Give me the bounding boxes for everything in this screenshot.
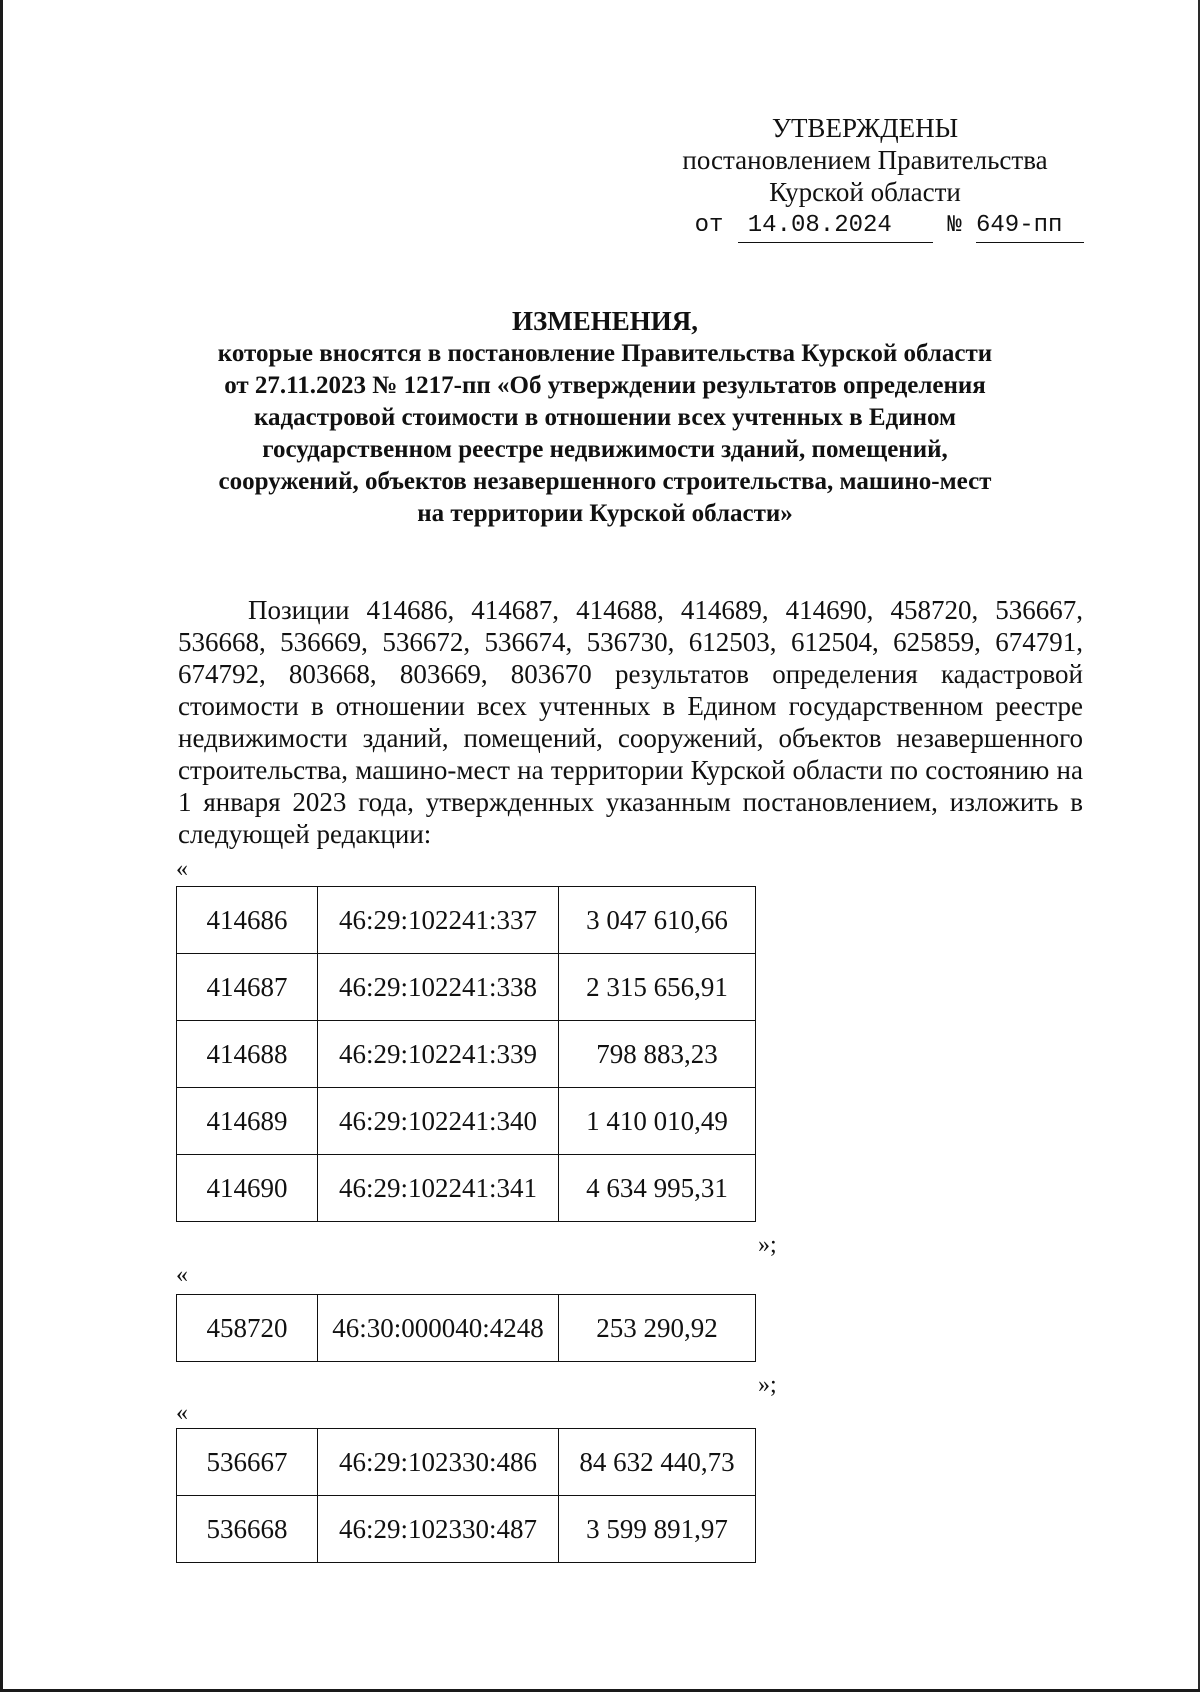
cadastral-value-cell: 4 634 995,31 bbox=[559, 1155, 756, 1222]
position-cell: 536667 bbox=[177, 1429, 318, 1496]
document-title bbox=[150, 305, 1060, 530]
title-line-2: от 27.11.2023 № 1217-пп «Об утверждении результатов определения bbox=[224, 372, 986, 399]
approval-date: 14.08.2024 bbox=[738, 210, 933, 243]
table-row bbox=[177, 1496, 756, 1563]
table-row bbox=[177, 887, 756, 954]
values-table-3 bbox=[176, 1428, 756, 1563]
cadastral-number-cell: 46:29:102241:341 bbox=[318, 1155, 559, 1222]
approval-number: 649-пп bbox=[976, 210, 1084, 243]
approval-line-2: постановлением Правительства bbox=[682, 145, 1048, 175]
date-prefix: от bbox=[694, 212, 724, 239]
cadastral-value-cell: 2 315 656,91 bbox=[559, 954, 756, 1021]
cadastral-value-cell: 253 290,92 bbox=[559, 1295, 756, 1362]
title-line-4: государственном реестре недвижимости зданий, помещений, bbox=[262, 436, 948, 463]
title-heading: ИЗМЕНЕНИЯ, bbox=[511, 306, 698, 336]
cadastral-number-cell: 46:29:102241:338 bbox=[318, 954, 559, 1021]
paragraph-text: Позиции 414686, 414687, 414688, 414689, 414690, 458720, 536667, 536668, 536669, 536672, 536674, 536730, 612503, 612504, 625859, 674791, 674792, 803668, 803669, 803670 результатов определения кадастровой стоимости в отношении всех учтенных в Едином государственном реестре недвижимости зданий, помещений, сооружений, объектов незавершенного строительства, машино-мест на территории Курской области по состоянию на 1 января 2023 года, утвержденных указанным постановлением, изложить в следующей редакции: bbox=[178, 595, 1083, 849]
position-cell: 458720 bbox=[177, 1295, 318, 1362]
cadastral-number-cell: 46:29:102330:486 bbox=[318, 1429, 559, 1496]
body-paragraph bbox=[178, 594, 1083, 850]
cadastral-number-cell: 46:30:000040:4248 bbox=[318, 1295, 559, 1362]
position-cell: 414688 bbox=[177, 1021, 318, 1088]
position-cell: 414689 bbox=[177, 1088, 318, 1155]
table-row bbox=[177, 1021, 756, 1088]
values-table-1 bbox=[176, 886, 756, 1222]
cadastral-number-cell: 46:29:102330:487 bbox=[318, 1496, 559, 1563]
approval-line-3: Курской области bbox=[769, 177, 961, 207]
cadastral-number-cell: 46:29:102241:340 bbox=[318, 1088, 559, 1155]
table-row bbox=[177, 1295, 756, 1362]
table-row bbox=[177, 1088, 756, 1155]
table-row bbox=[177, 954, 756, 1021]
title-line-6: на территории Курской области» bbox=[417, 500, 793, 527]
title-line-5: сооружений, объектов незавершенного строительства, машино-мест bbox=[218, 468, 992, 495]
quote-open-1: « bbox=[176, 856, 188, 882]
values-table-2 bbox=[176, 1294, 756, 1362]
table-row bbox=[177, 1429, 756, 1496]
scan-edge-left bbox=[0, 0, 3, 1692]
cadastral-value-cell: 84 632 440,73 bbox=[559, 1429, 756, 1496]
position-cell: 536668 bbox=[177, 1496, 318, 1563]
position-cell: 414686 bbox=[177, 887, 318, 954]
cadastral-value-cell: 798 883,23 bbox=[559, 1021, 756, 1088]
title-line-3: кадастровой стоимости в отношении всех учтенных в Едином bbox=[253, 404, 957, 431]
table-row bbox=[177, 1155, 756, 1222]
quote-open-3: « bbox=[176, 1400, 188, 1426]
quote-close-1: »; bbox=[758, 1232, 777, 1258]
position-cell: 414687 bbox=[177, 954, 318, 1021]
approval-reference bbox=[640, 210, 1090, 243]
cadastral-number-cell: 46:29:102241:337 bbox=[318, 887, 559, 954]
approval-stamp bbox=[640, 112, 1090, 243]
cadastral-value-cell: 3 047 610,66 bbox=[559, 887, 756, 954]
number-prefix: № bbox=[947, 212, 962, 239]
cadastral-value-cell: 1 410 010,49 bbox=[559, 1088, 756, 1155]
position-cell: 414690 bbox=[177, 1155, 318, 1222]
cadastral-value-cell: 3 599 891,97 bbox=[559, 1496, 756, 1563]
approval-line-1: УТВЕРЖДЕНЫ bbox=[771, 113, 959, 143]
cadastral-number-cell: 46:29:102241:339 bbox=[318, 1021, 559, 1088]
title-line-1: которые вносятся в постановление Правительства Курской области bbox=[217, 340, 993, 367]
quote-close-2: »; bbox=[758, 1372, 777, 1398]
quote-open-2: « bbox=[176, 1262, 188, 1288]
